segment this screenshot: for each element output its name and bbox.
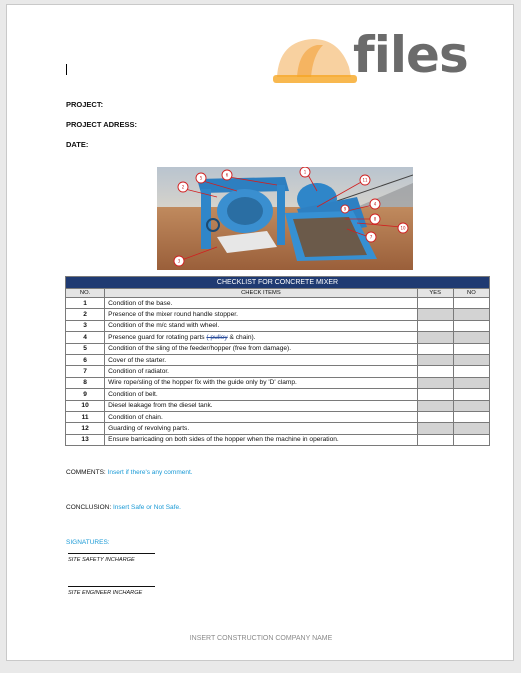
- yes-cell[interactable]: [417, 434, 453, 445]
- yes-cell[interactable]: [417, 309, 453, 320]
- no-cell[interactable]: [453, 400, 489, 411]
- no-cell[interactable]: [453, 366, 489, 377]
- company-name-footer: INSERT CONSTRUCTION COMPANY NAME: [189, 635, 333, 642]
- project-label: PROJECT:: [66, 100, 104, 109]
- table-row: [66, 309, 490, 320]
- yes-cell[interactable]: [417, 400, 453, 411]
- text-cursor: [66, 64, 67, 75]
- no-cell[interactable]: [453, 377, 489, 388]
- table-row: [66, 411, 490, 422]
- logo-wordmark: files: [353, 26, 468, 84]
- no-cell[interactable]: [453, 332, 489, 343]
- no-cell[interactable]: [453, 434, 489, 445]
- row-item: Ensure barricading on both sides of the hopper when the machine in operation.: [105, 434, 417, 445]
- comments-label: COMMENTS:: [66, 469, 108, 476]
- yes-cell[interactable]: [417, 411, 453, 422]
- conclusion-hint[interactable]: Insert Safe or Not Safe.: [112, 504, 181, 511]
- project-address-label: PROJECT ADRESS:: [66, 120, 137, 129]
- no-cell[interactable]: [453, 354, 489, 365]
- conclusion-label: CONCLUSION:: [66, 504, 113, 511]
- table-row: [66, 434, 490, 445]
- row-item: Presence of the mixer round handle stopper.: [105, 309, 417, 320]
- svg-text:10: 10: [400, 225, 406, 231]
- row-number: 9: [66, 389, 105, 400]
- checklist-table: [65, 276, 490, 446]
- svg-text:1: 1: [303, 169, 307, 175]
- table-row: [66, 389, 490, 400]
- yes-cell[interactable]: [417, 389, 453, 400]
- svg-text:11: 11: [362, 177, 368, 183]
- document-page: [6, 4, 514, 661]
- row-number: 6: [66, 354, 105, 365]
- no-cell[interactable]: [453, 309, 489, 320]
- row-item: Condition of belt.: [105, 389, 417, 400]
- row-number: 13: [66, 434, 105, 445]
- row-number: 7: [66, 366, 105, 377]
- row-number: 5: [66, 343, 105, 354]
- yes-cell[interactable]: [417, 366, 453, 377]
- date-label: DATE:: [66, 140, 89, 149]
- safety-incharge-label: SITE SAFETY INCHARGE: [68, 557, 135, 563]
- yes-cell[interactable]: [417, 377, 453, 388]
- svg-text:5: 5: [199, 175, 203, 181]
- signatures-title: SIGNATURES:: [66, 539, 110, 546]
- row-item: Cover of the starter.: [105, 354, 417, 365]
- row-number: 8: [66, 377, 105, 388]
- safety-signature-line[interactable]: [68, 553, 155, 554]
- yes-cell[interactable]: [417, 343, 453, 354]
- row-item: [105, 332, 417, 343]
- no-cell[interactable]: [453, 389, 489, 400]
- row-item: Guarding of revolving parts.: [105, 423, 417, 434]
- table-row: [66, 343, 490, 354]
- comments-hint[interactable]: Insert if there's any comment.: [107, 469, 193, 476]
- yes-cell[interactable]: [417, 320, 453, 331]
- table-row: [66, 366, 490, 377]
- yes-cell[interactable]: [417, 423, 453, 434]
- row-item-before: Presence guard for rotating parts: [108, 333, 207, 341]
- row-item-strike: ( pulley: [206, 333, 228, 341]
- svg-text:7: 7: [369, 234, 373, 240]
- no-cell[interactable]: [453, 343, 489, 354]
- yes-cell[interactable]: [417, 298, 453, 309]
- row-number: 10: [66, 400, 105, 411]
- table-row: [66, 332, 490, 343]
- yes-cell[interactable]: [417, 332, 453, 343]
- comments-line: [66, 469, 193, 476]
- row-item: Condition of chain.: [105, 411, 417, 422]
- row-item: Condition of radiator.: [105, 366, 417, 377]
- checklist-header-row: [66, 289, 490, 298]
- table-row: [66, 320, 490, 331]
- row-number: 4: [66, 332, 105, 343]
- concrete-mixer-photo: [157, 167, 413, 270]
- table-row: [66, 298, 490, 309]
- engineer-incharge-label: SITE ENGINEER INCHARGE: [68, 590, 143, 596]
- header-check-items: CHECK ITEMS: [105, 289, 417, 298]
- no-cell[interactable]: [453, 298, 489, 309]
- row-item-after: & chain).: [227, 333, 256, 341]
- table-row: [66, 423, 490, 434]
- engineer-signature-line[interactable]: [68, 586, 155, 587]
- row-number: 11: [66, 411, 105, 422]
- table-row: [66, 400, 490, 411]
- no-cell[interactable]: [453, 411, 489, 422]
- row-number: 12: [66, 423, 105, 434]
- row-number: 3: [66, 320, 105, 331]
- row-number: 1: [66, 298, 105, 309]
- svg-text:9: 9: [343, 206, 347, 212]
- table-row: [66, 354, 490, 365]
- table-row: [66, 377, 490, 388]
- hardhat-icon: [273, 31, 363, 87]
- header-no: NO.: [66, 289, 105, 298]
- svg-text:2: 2: [181, 184, 185, 190]
- svg-text:6: 6: [225, 172, 229, 178]
- header-no-col: NO: [453, 289, 489, 298]
- svg-text:3: 3: [177, 258, 181, 264]
- row-item: Diesel leakage from the diesel tank.: [105, 400, 417, 411]
- row-item: Wire rope/sling of the hopper fix with the guide only by 'D' clamp.: [105, 377, 417, 388]
- files-logo: [273, 26, 487, 87]
- row-number: 2: [66, 309, 105, 320]
- no-cell[interactable]: [453, 320, 489, 331]
- no-cell[interactable]: [453, 423, 489, 434]
- yes-cell[interactable]: [417, 354, 453, 365]
- row-item: Condition of the base.: [105, 298, 417, 309]
- checklist-title: CHECKLIST FOR CONCRETE MIXER: [66, 277, 490, 289]
- svg-text:8: 8: [373, 216, 377, 222]
- row-item: Condition of the sling of the feeder/hopper (free from damage).: [105, 343, 417, 354]
- row-item: Condition of the m/c stand with wheel.: [105, 320, 417, 331]
- svg-text:4: 4: [373, 201, 377, 207]
- header-yes: YES: [417, 289, 453, 298]
- conclusion-line: [66, 504, 181, 511]
